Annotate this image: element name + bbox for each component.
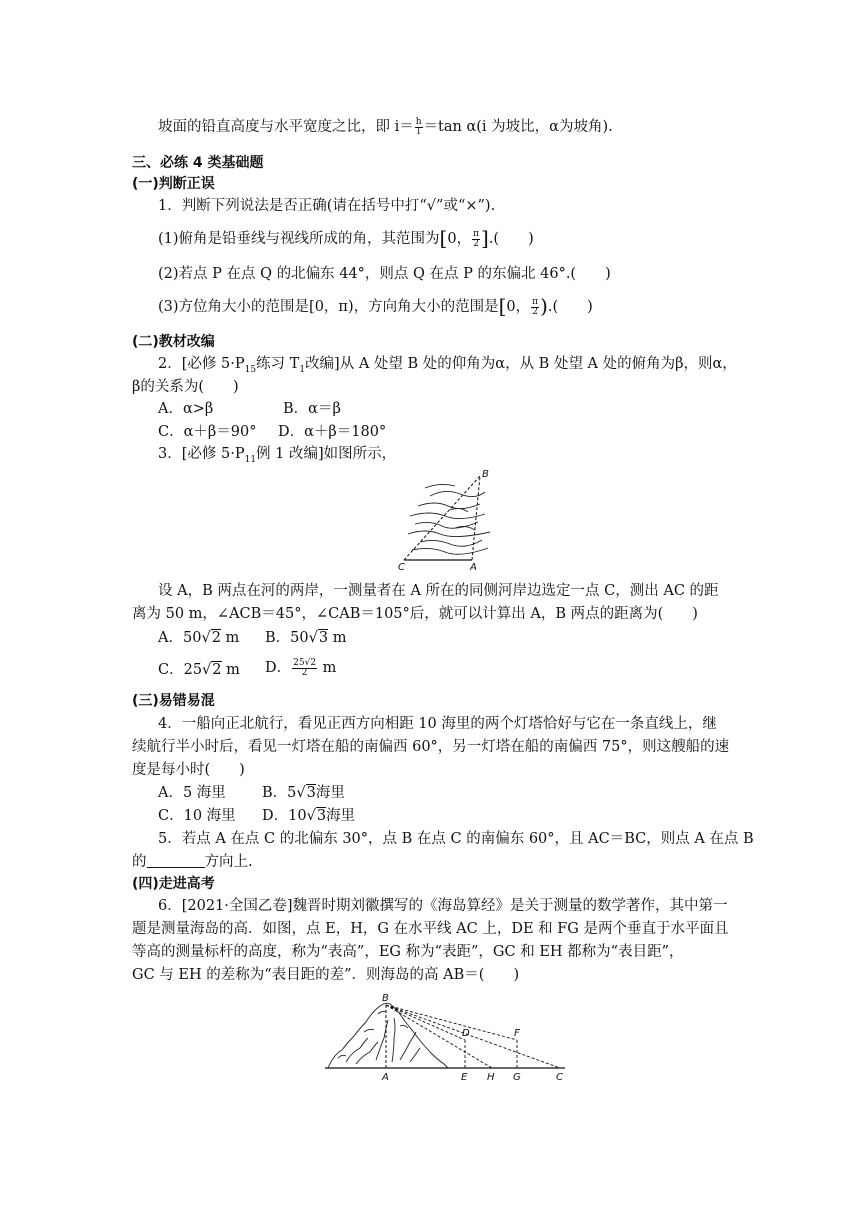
island-label-f: F: [514, 1028, 520, 1039]
question-3-option-b: B．50√3 m: [265, 630, 347, 646]
section-heading-3: 三、必练 4 类基础题: [132, 155, 264, 171]
island-label-c: C: [556, 1072, 563, 1083]
island-label-e: E: [461, 1072, 468, 1083]
question-2: 2．[必修 $5\cdot P_{15}$练习 $T_1$改编]从 A 处望 B 处的仰角为α，从 B 处望 A 处的俯角为β，则α，: [158, 356, 737, 375]
question-6-cont-1: 题是测量海岛的高．如图，点 E，H，G 在水平线 AC 上，DE 和 FG 是两个垂直于水平面且: [132, 921, 729, 937]
question-3: 3．[必修 $5\cdot P_{11}$例 1 改编]如图所示，: [158, 446, 397, 465]
question-4-cont-2: 度是每小时( ): [132, 762, 245, 778]
subheading-1: (一)判断正误: [132, 176, 215, 192]
question-2-cont: β的关系为( ): [132, 379, 239, 395]
island-figure: [320, 992, 580, 1084]
question-3-option-d: D． $\frac{25√2}{2}$ m: [265, 657, 337, 678]
subheading-2: (二)教材改编: [132, 334, 215, 350]
slope-fraction: $\frac{h}{l}$: [415, 116, 422, 137]
question-1-item-3: (3)方位角大小的范围是[0，π)，方向角大小的范围是[0， $\frac{\pi}{2}$ ).( ): [158, 294, 593, 318]
question-2-option-a: A．α>β: [158, 401, 214, 417]
question-5-cont: 的 方向上.: [132, 854, 253, 870]
question-4-option-a: A．5 海里: [158, 785, 226, 801]
question-1: 1．判断下列说法是否正确(请在括号中打“√”或“×”).: [158, 198, 496, 214]
figure-label-b: B: [482, 469, 489, 480]
subheading-4: (四)走进高考: [132, 876, 215, 892]
question-4-option-d: D．10√3海里: [262, 808, 356, 824]
question-4-cont-1: 续航行半小时后，看见一灯塔在船的南偏西 60°，另一灯塔在船的南偏西 75°，则这艘船的速: [132, 739, 730, 755]
slope-definition: 坡面的铅直高度与水平宽度之比，即 i＝ $\frac{h}{l}$ ＝tan α(i 为坡比，α为坡角).: [158, 116, 613, 137]
question-6-cont-2: 等高的测量标杆的高度，称为“表高”，EG 称为“表距”，GC 和 EH 都称为“表目距”，: [132, 944, 684, 960]
island-label-d: D: [462, 1028, 470, 1039]
question-6-cont-3: GC 与 EH 的差称为“表目距的差”．则海岛的高 AB＝( ): [132, 967, 520, 983]
island-label-h: H: [487, 1072, 495, 1083]
question-1-item-2: (2)若点 P 在点 Q 的北偏东 44°，则点 Q 在点 P 的东偏北 46°.( ): [158, 266, 611, 282]
question-3-body: 设 A，B 两点在河的两岸，一测量者在 A 所在的同侧河岸边选定一点 C，测出 AC 的距: [158, 583, 719, 599]
question-3-option-a: A．50√2 m: [158, 630, 240, 646]
question-2-option-c: C．α＋β＝90°: [158, 424, 257, 440]
subheading-3: (三)易错易混: [132, 693, 215, 709]
island-label-a: A: [382, 1072, 389, 1083]
question-4: 4．一船向正北航行，看见正西方向相距 10 海里的两个灯塔恰好与它在一条直线上，继: [158, 716, 717, 732]
question-3-option-c: C．25√2 m: [158, 662, 240, 678]
island-label-b: B: [382, 993, 389, 1004]
island-label-g: G: [513, 1072, 521, 1083]
river-figure: [390, 466, 510, 572]
answer-blank[interactable]: [147, 853, 205, 868]
question-2-option-b: B．α＝β: [283, 401, 341, 417]
figure-label-a: A: [470, 562, 477, 572]
question-5: 5．若点 A 在点 C 的北偏东 30°，点 B 在点 C 的南偏东 60°，且 AC＝BC，则点 A 在点 B: [158, 831, 754, 847]
question-1-item-1: (1)俯角是铅垂线与视线所成的角，其范围为[0， $\frac{\pi}{2}$ ].( ): [158, 226, 534, 250]
figure-label-c: C: [398, 562, 405, 572]
question-4-option-c: C．10 海里: [158, 808, 236, 824]
question-6: 6．[2021·全国乙卷]魏晋时期刘徽撰写的《海岛算经》是关于测量的数学著作，其中第一: [158, 898, 728, 914]
question-3-body-cont: 离为 50 m，∠ACB＝45°，∠CAB＝105°后，就可以计算出 A，B 两点的距离为( ): [132, 606, 698, 622]
question-4-option-b: B．5√3海里: [262, 785, 345, 801]
question-2-option-d: D．α＋β＝180°: [278, 424, 387, 440]
